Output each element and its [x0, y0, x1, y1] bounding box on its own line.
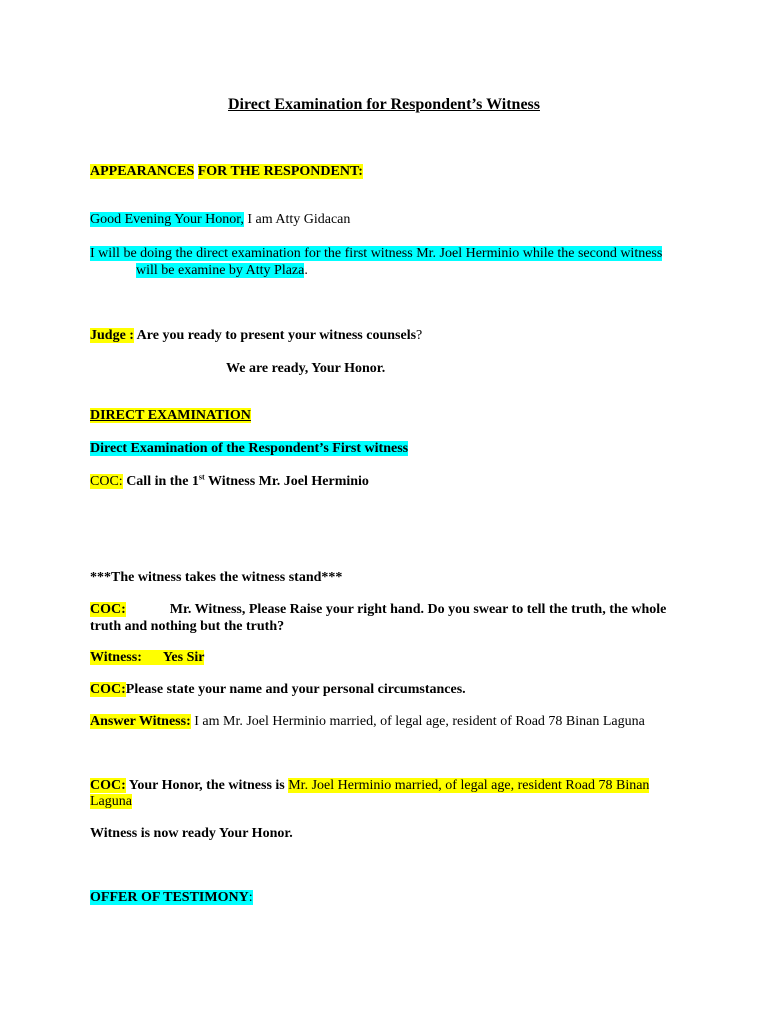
coc-honor-label: COC:: [90, 778, 126, 793]
coc-call-text-post: Witness Mr. Joel Herminio: [204, 474, 369, 489]
answer-line: [90, 713, 645, 730]
direct-exam-heading: [90, 407, 251, 424]
coc-honor-highlight-1: Mr. Joel Herminio married, of legal age, resident Road 78 Binan: [288, 778, 650, 793]
ready-reply: [226, 360, 385, 377]
coc-oath-line-2: [90, 618, 284, 635]
answer-text: I am Mr. Joel Herminio married, of legal age, resident of Road 78 Binan Laguna: [190, 714, 645, 729]
coc-honor-line-1: [90, 777, 676, 794]
greeting-line: [90, 211, 350, 228]
intro-text-2-end: .: [304, 263, 308, 278]
judge-question: Are you ready to present your witness counsels: [133, 328, 417, 343]
coc-honor-highlight-2: Laguna: [90, 794, 132, 809]
intro-line-1: [90, 245, 676, 262]
offer-end: :: [248, 890, 253, 905]
appearances-label: APPEARANCES: [90, 164, 195, 179]
stage-direction-text: ***The witness takes the witness stand***: [90, 570, 343, 585]
title-text: Direct Examination for Respondent’s Witness: [227, 96, 540, 113]
greeting-highlight: Good Evening Your Honor,: [90, 212, 244, 227]
offer-heading: [90, 889, 253, 906]
coc-oath-text-2: truth and nothing but the truth?: [90, 619, 285, 634]
direct-exam-subheading-text: Direct Examination of the Respondent’s First witness: [90, 441, 409, 456]
witness-ready-text: Witness is now ready Your Honor.: [90, 826, 293, 841]
greeting-rest: I am Atty Gidacan: [243, 212, 351, 227]
coc-call-line: [90, 473, 369, 490]
witness-reply-highlight: [90, 650, 204, 665]
direct-exam-subheading: [90, 440, 408, 457]
judge-label: Judge :: [90, 328, 134, 343]
stage-direction: [90, 569, 342, 586]
answer-label: Answer Witness:: [90, 714, 191, 729]
coc-oath-text-1: Mr. Witness, Please Raise your right hand. Do you swear to tell the truth, the whole: [169, 602, 667, 617]
witness-reply-label: Witness:: [90, 650, 142, 665]
intro-text-1: I will be doing the direct examination for the first witness Mr. Joel Herminio while the second witness: [90, 246, 663, 261]
witness-ready-line: [90, 825, 293, 842]
appearances-heading: [90, 163, 363, 180]
witness-reply-line: [90, 649, 204, 666]
coc-honor-text: Your Honor, the witness is: [125, 778, 289, 793]
document-title: [0, 95, 768, 114]
direct-exam-heading-text: DIRECT EXAMINATION: [90, 408, 251, 423]
coc-state-label: COC:: [90, 682, 126, 697]
intro-line-2: [136, 262, 308, 279]
ready-reply-text: We are ready, Your Honor.: [226, 361, 386, 376]
coc-oath-line-1: [90, 601, 676, 618]
coc-call-text: Call in the 1: [122, 474, 199, 489]
coc-honor-line-2: [90, 793, 132, 810]
intro-text-2: will be examine by Atty Plaza: [136, 263, 305, 278]
coc-oath-label: COC:: [90, 602, 126, 617]
offer-label: OFFER OF TESTIMONY: [90, 890, 249, 905]
witness-reply-text: Yes Sir: [162, 650, 205, 665]
judge-question-end: ?: [416, 328, 423, 343]
coc-call-label: COC:: [90, 474, 123, 489]
coc-state-line: [90, 681, 466, 698]
appearances-label-rest: FOR THE RESPONDENT:: [197, 164, 363, 179]
judge-line: [90, 327, 422, 344]
coc-call-sup: st: [198, 472, 205, 482]
coc-state-text: Please state your name and your personal circumstances.: [125, 682, 466, 697]
